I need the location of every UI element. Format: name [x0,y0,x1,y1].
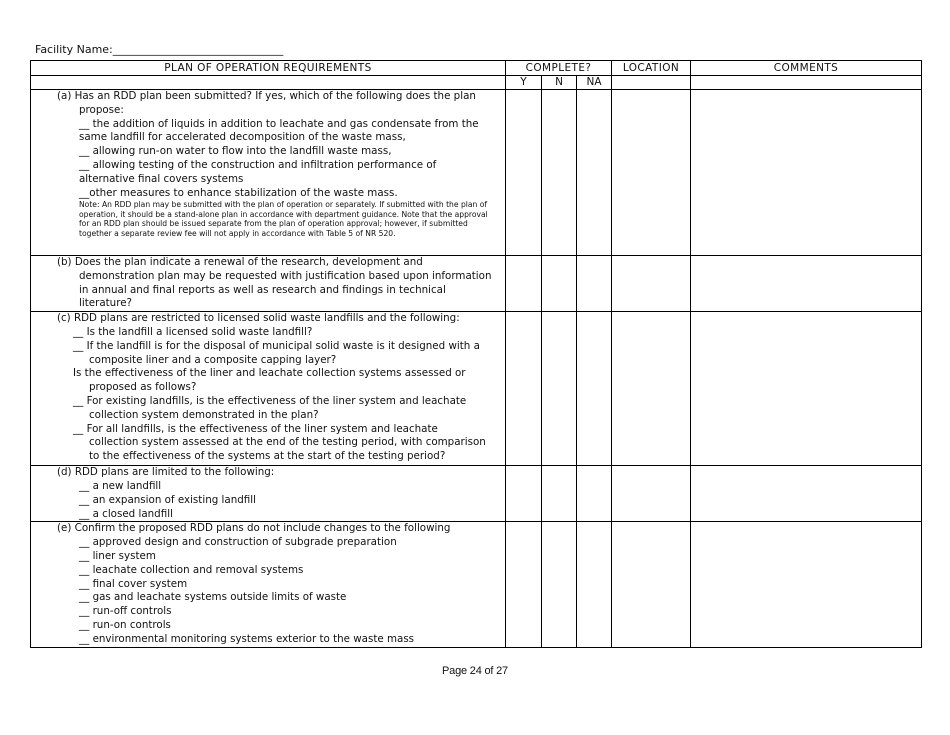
n-cell[interactable] [542,522,577,648]
requirement-line: __ environmental monitoring systems exterior to the waste mass [79,632,415,645]
header-comments-blank [691,76,922,90]
comments-cell[interactable] [691,466,922,522]
location-cell[interactable] [612,90,691,256]
comments-cell[interactable] [691,522,922,648]
requirement-line: __ Is the landfill a licensed solid waste landfill? [73,325,313,338]
header-y: Y [506,76,542,90]
na-cell[interactable] [577,312,612,466]
requirement-line: in annual and final reports as well as research and findings in technical [79,283,446,296]
y-cell[interactable] [506,90,542,256]
page-number: Page 24 of 27 [442,665,508,677]
requirement-cell-d [31,466,506,522]
requirement-line: proposed as follows? [89,381,197,394]
table-row [31,256,922,312]
header-requirements-blank [31,76,506,90]
requirement-line: to the effectiveness of the systems at the start of the testing period? [89,450,446,463]
header-na: NA [577,76,612,90]
requirement-line: __ If the landfill is for the disposal of municipal solid waste is it designed with a [73,339,480,352]
table-row [31,522,922,648]
n-cell[interactable] [542,256,577,312]
header-requirements: PLAN OF OPERATION REQUIREMENTS [31,61,506,76]
comments-cell[interactable] [691,256,922,312]
requirement-line: __ a new landfill [79,479,162,492]
facility-name-blank[interactable]: _______________________________ [112,43,284,56]
requirement-line: __ approved design and construction of subgrade preparation [79,536,397,549]
requirement-line: __ allowing run-on water to flow into the landfill waste mass, [79,145,392,158]
requirement-cell-b [31,256,506,312]
table-row [31,90,922,256]
requirement-line: (e) Confirm the proposed RDD plans do not include changes to the following [57,522,451,535]
na-cell[interactable] [577,256,612,312]
requirement-line: literature? [79,297,133,310]
y-cell[interactable] [506,312,542,466]
n-cell[interactable] [542,90,577,256]
requirement-line: Is the effectiveness of the liner and leachate collection systems assessed or [73,367,466,380]
requirement-line: __ the addition of liquids in addition to leachate and gas condensate from the [79,117,479,130]
requirement-line: __ final cover system [79,577,188,590]
requirement-line: (a) Has an RDD plan been submitted? If yes, which of the following does the plan [57,90,476,102]
requirement-line: __ an expansion of existing landfill [79,493,256,506]
requirement-line: (c) RDD plans are restricted to licensed solid waste landfills and the following: [57,312,460,325]
requirement-line: propose: [79,103,124,116]
requirement-line: alternative final covers systems [79,172,244,185]
requirement-line: composite liner and a composite capping layer? [89,353,337,366]
na-cell[interactable] [577,466,612,522]
requirement-line: __ allowing testing of the construction and infiltration performance of [79,158,437,171]
location-cell[interactable] [612,522,691,648]
y-cell[interactable] [506,466,542,522]
requirement-line: __ For all landfills, is the effectiveness of the liner system and leachate [73,422,438,435]
header-location: LOCATION [612,61,691,76]
requirements-table [30,60,922,648]
requirement-line: demonstration plan may be requested with justification based upon information [79,269,492,282]
requirement-line: __ run-off controls [79,605,172,618]
requirement-cell-a [31,90,506,256]
n-cell[interactable] [542,312,577,466]
location-cell[interactable] [612,466,691,522]
table-row [31,466,922,522]
na-cell[interactable] [577,90,612,256]
requirement-cell-e [31,522,506,648]
requirement-line: __other measures to enhance stabilization of the waste mass. [79,186,398,199]
requirement-note: Note: An RDD plan may be submitted with the plan of operation or separately. If submitted with the plan of operation, it should be a stand-alone plan in accordance with department guidance. Note that the approval for an RDD plan should be issued separate from the plan of operation approval; however, if submitted together a separate review fee will not apply in accordance with Table 5 of NR 520. [79,200,488,238]
n-cell[interactable] [542,466,577,522]
location-cell[interactable] [612,312,691,466]
header-complete: COMPLETE? [506,61,612,76]
comments-cell[interactable] [691,312,922,466]
header-location-blank [612,76,691,90]
location-cell[interactable] [612,256,691,312]
requirements-body [31,90,922,648]
requirement-line: collection system assessed at the end of the testing period, with comparison [89,436,486,449]
requirement-line: __ gas and leachate systems outside limits of waste [79,591,347,604]
requirement-line: (b) Does the plan indicate a renewal of the research, development and [57,256,423,268]
y-cell[interactable] [506,522,542,648]
requirement-line: __ liner system [79,549,156,562]
facility-name-line [35,43,283,56]
requirement-line: __ run-on controls [79,618,171,631]
comments-cell[interactable] [691,90,922,256]
header-comments: COMMENTS [691,61,922,76]
facility-name-label: Facility Name: [35,43,113,56]
table-row [31,312,922,466]
requirement-line: collection system demonstrated in the plan? [89,408,319,421]
na-cell[interactable] [577,522,612,648]
requirement-line: __ a closed landfill [79,507,173,520]
requirement-line: (d) RDD plans are limited to the following: [57,466,275,479]
header-n: N [542,76,577,90]
requirement-line: __ For existing landfills, is the effectiveness of the liner system and leachate [73,394,467,407]
requirement-line: same landfill for accelerated decomposition of the waste mass, [79,131,406,144]
requirement-line: __ leachate collection and removal systems [79,563,304,576]
y-cell[interactable] [506,256,542,312]
requirement-cell-c [31,312,506,466]
